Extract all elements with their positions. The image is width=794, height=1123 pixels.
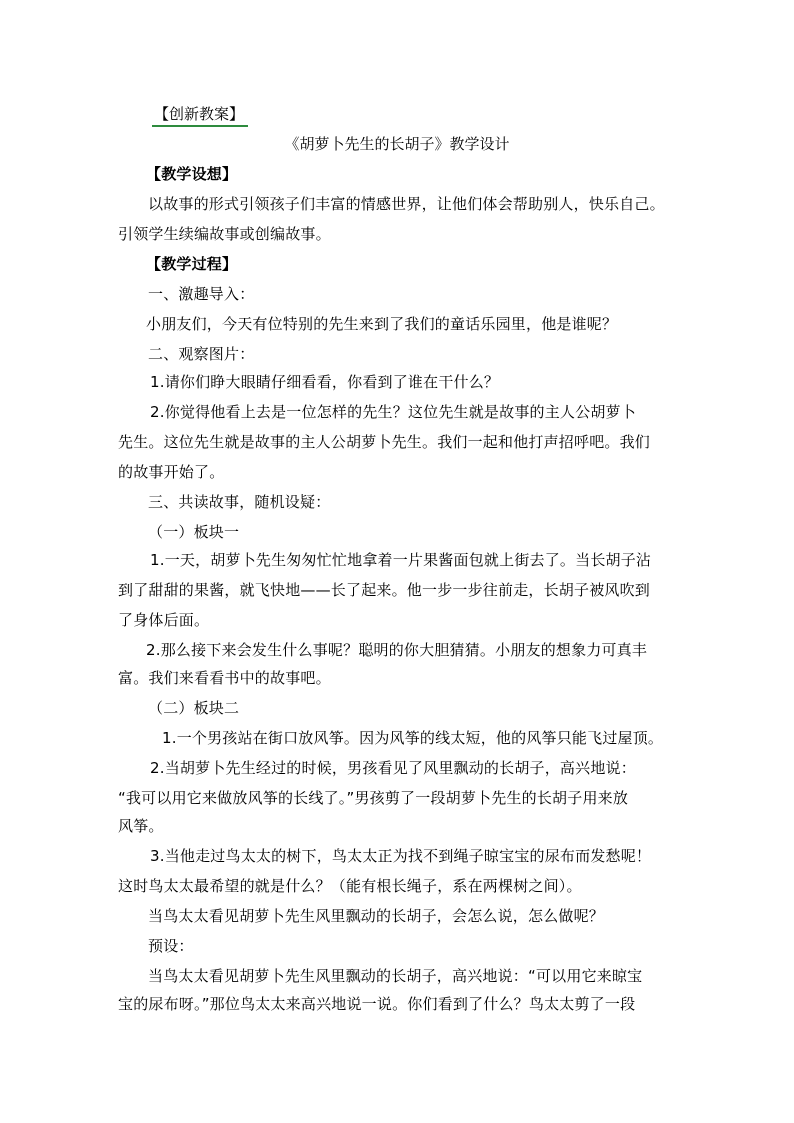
paragraph-line: 二、观察图片： — [148, 345, 255, 363]
paragraph-line: 先生。这位先生就是故事的主人公胡萝卜先生。我们一起和他打声招呼吧。我们 — [118, 433, 651, 451]
section-heading: 【教学过程】 — [146, 255, 238, 273]
paragraph-line: 到了甜甜的果酱，就飞快地——长了起来。他一步一步往前走，长胡子被风吹到 — [118, 581, 651, 599]
paragraph-line: 当鸟太太看见胡萝卜先生风里飘动的长胡子，高兴地说：“可以用它来晾宝 — [148, 967, 643, 985]
paragraph-line: 小朋友们，今天有位特别的先生来到了我们的童话乐园里，他是谁呢？ — [146, 315, 618, 333]
paragraph-line: 引领学生续编故事或创编故事。 — [118, 225, 331, 243]
paragraph-line: 1.请你们睁大眼睛仔细看看，你看到了谁在干什么？ — [150, 373, 500, 391]
paragraph-line: 2.那么接下来会发生什么事呢？聪明的你大胆猜猜。小朋友的想象力可真丰 — [146, 641, 648, 659]
paragraph-line: 的故事开始了。 — [118, 463, 225, 481]
paragraph-line: 以故事的形式引领孩子们丰富的情感世界，让他们体会帮助别人，快乐自己。 — [148, 195, 665, 213]
paragraph-line: 1.一个男孩站在街口放风筝。因为风筝的线太短，他的风筝只能飞过屋顶。 — [162, 729, 664, 747]
document-title: 《胡萝卜先生的长胡子》教学设计 — [284, 135, 510, 153]
section-heading: 【教学设想】 — [146, 165, 238, 183]
paragraph-line: （二）板块二 — [148, 699, 240, 717]
paragraph-line: 3.当他走过鸟太太的树下，鸟太太正为找不到绳子晾宝宝的尿布而发愁呢！ — [150, 847, 652, 865]
paragraph-line: 1.一天，胡萝卜先生匆匆忙忙地拿着一片果酱面包就上街去了。当长胡子沾 — [150, 551, 652, 569]
paragraph-line: 风筝。 — [118, 817, 164, 835]
lesson-type-tag: 【创新教案】 — [152, 104, 248, 127]
paragraph-line: “我可以用它来做放风筝的长线了。”男孩剪了一段胡萝卜先生的长胡子用来放 — [118, 789, 629, 807]
paragraph-line: 预设： — [148, 937, 194, 955]
paragraph-line: 当鸟太太看见胡萝卜先生风里飘动的长胡子，会怎么说，怎么做呢？ — [148, 907, 605, 925]
paragraph-line: 2.你觉得他看上去是一位怎样的先生？这位先生就是故事的主人公胡萝卜 — [150, 403, 636, 421]
paragraph-line: 2.当胡萝卜先生经过的时候，男孩看见了风里飘动的长胡子，高兴地说： — [150, 759, 636, 777]
paragraph-line: 这时鸟太太最希望的就是什么？（能有根长绳子，系在两棵树之间）。 — [118, 877, 582, 895]
paragraph-line: 宝的尿布呀。”那位鸟太太来高兴地说一说。你们看到了什么？鸟太太剪了一段 — [118, 995, 636, 1013]
paragraph-line: 了身体后面。 — [118, 611, 210, 629]
paragraph-line: 三、共读故事，随机设疑： — [148, 493, 331, 511]
paragraph-line: 富。我们来看看书中的故事吧。 — [118, 669, 331, 687]
paragraph-line: 一、激趣导入： — [148, 285, 255, 303]
paragraph-line: （一）板块一 — [148, 523, 240, 541]
